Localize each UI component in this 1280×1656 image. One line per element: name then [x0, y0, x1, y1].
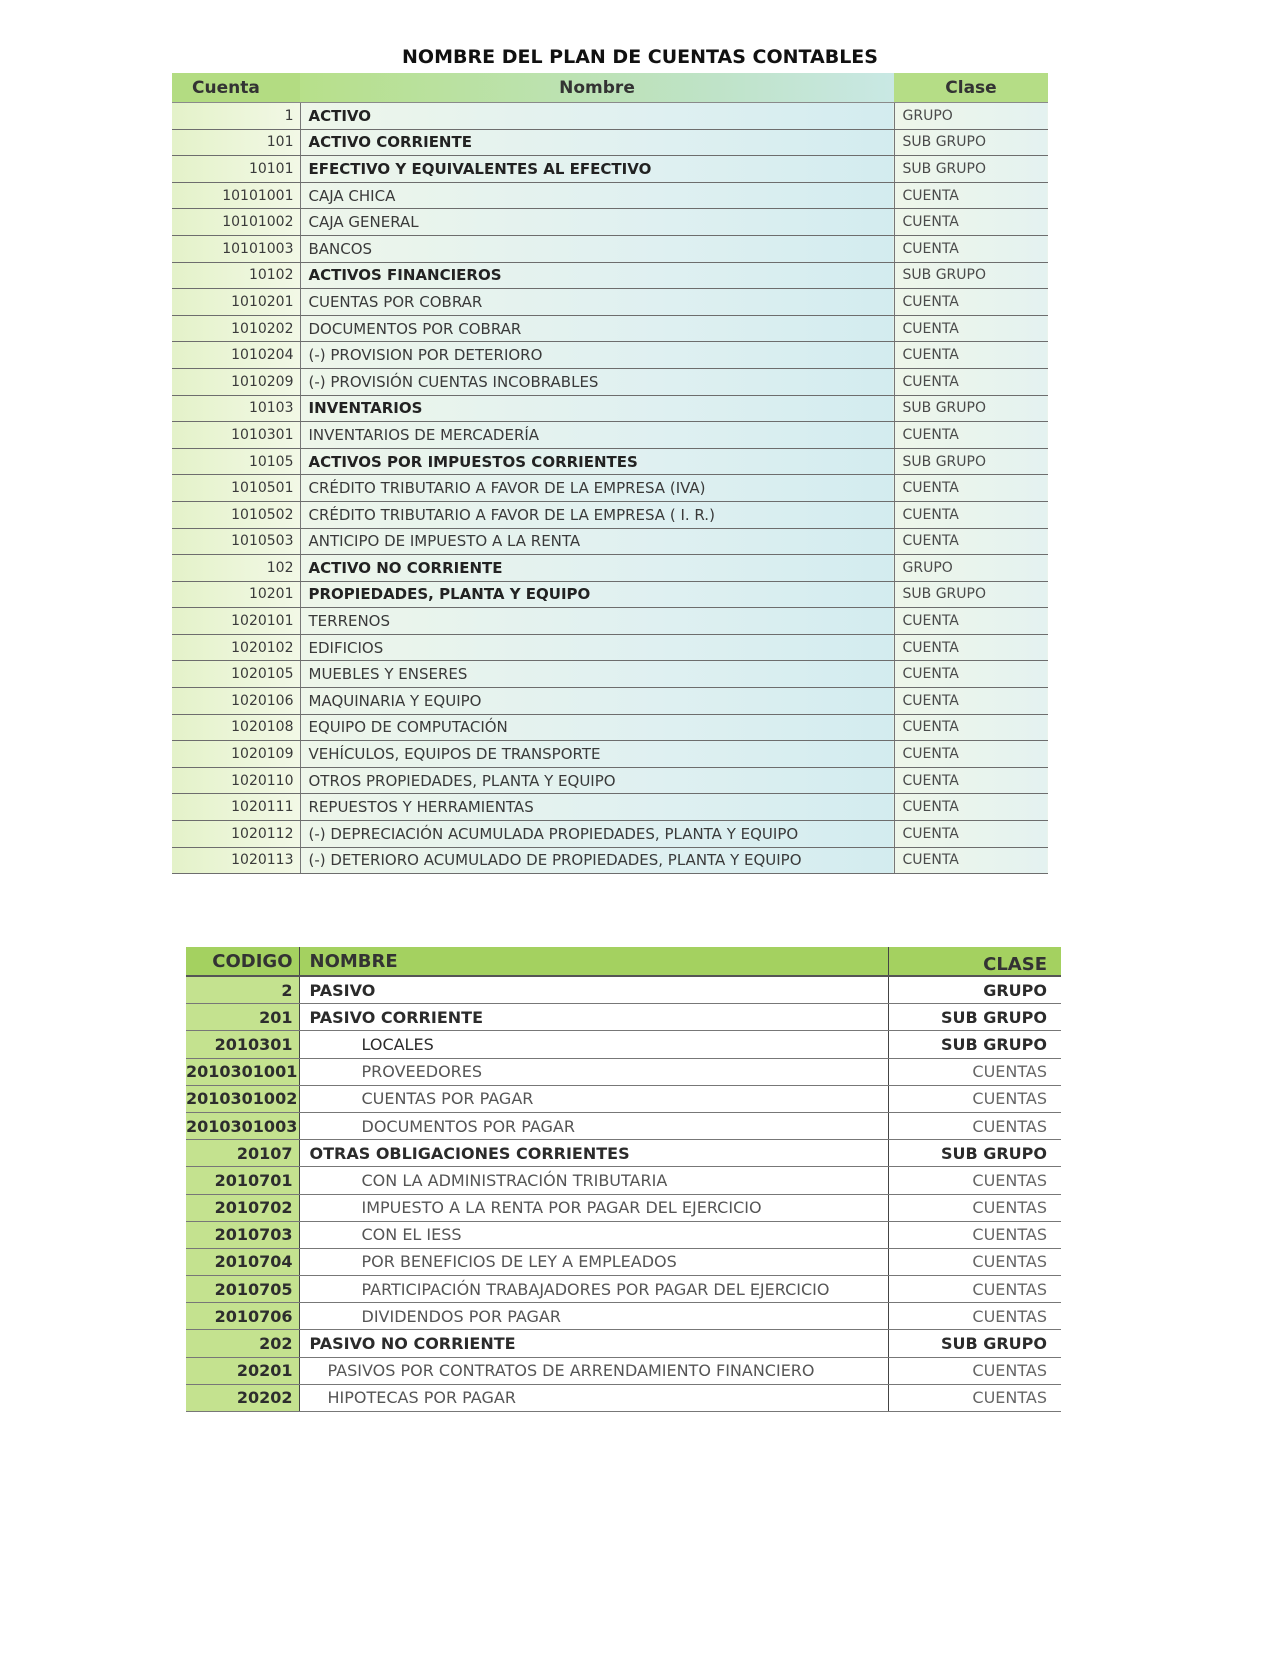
account-name: MUEBLES Y ENSERES — [300, 661, 894, 688]
account-code: 1010301 — [172, 422, 300, 449]
account-name: POR BENEFICIOS DE LEY A EMPLEADOS — [299, 1248, 888, 1275]
account-class: CUENTAS — [888, 1276, 1061, 1303]
account-class: CUENTA — [894, 422, 1048, 449]
account-class: SUB GRUPO — [888, 1004, 1061, 1031]
column-header-name: NOMBRE — [299, 947, 888, 976]
account-name: CUENTAS POR PAGAR — [299, 1085, 888, 1112]
account-code: 10101003 — [172, 235, 300, 262]
account-class: CUENTAS — [888, 1112, 1061, 1139]
account-class: SUB GRUPO — [894, 395, 1048, 422]
account-class: GRUPO — [894, 103, 1048, 130]
account-code: 1010502 — [172, 501, 300, 528]
account-code: 10201 — [172, 581, 300, 608]
table-row — [186, 976, 1061, 1004]
table-row — [172, 528, 1048, 555]
table-row — [172, 422, 1048, 449]
account-code: 2010706 — [186, 1303, 299, 1330]
column-header-code: Cuenta — [172, 73, 300, 103]
table-row — [172, 741, 1048, 768]
account-class: CUENTA — [894, 235, 1048, 262]
table-row — [172, 342, 1048, 369]
account-class: SUB GRUPO — [894, 262, 1048, 289]
table-row — [186, 1221, 1061, 1248]
account-name: OTRAS OBLIGACIONES CORRIENTES — [299, 1140, 888, 1167]
account-name: (-) PROVISION POR DETERIORO — [300, 342, 894, 369]
account-code: 101 — [172, 129, 300, 156]
account-class: SUB GRUPO — [894, 581, 1048, 608]
account-class: CUENTA — [894, 634, 1048, 661]
account-name: MAQUINARIA Y EQUIPO — [300, 688, 894, 715]
account-class: CUENTAS — [888, 1194, 1061, 1221]
table-row — [172, 608, 1048, 635]
table-row — [172, 289, 1048, 316]
account-name: EQUIPO DE COMPUTACIÓN — [300, 714, 894, 741]
table-row — [186, 1330, 1061, 1357]
table-row — [186, 1194, 1061, 1221]
account-class: SUB GRUPO — [894, 129, 1048, 156]
account-name: HIPOTECAS POR PAGAR — [299, 1384, 888, 1411]
account-code: 10101001 — [172, 182, 300, 209]
account-code: 102 — [172, 555, 300, 582]
account-class: CUENTA — [894, 528, 1048, 555]
account-class: CUENTA — [894, 501, 1048, 528]
account-name: PASIVO NO CORRIENTE — [299, 1330, 888, 1357]
table-row — [186, 1303, 1061, 1330]
account-code: 1010201 — [172, 289, 300, 316]
table-row — [172, 156, 1048, 183]
table-row — [172, 103, 1048, 130]
account-code: 1020105 — [172, 661, 300, 688]
account-code: 202 — [186, 1330, 299, 1357]
account-code: 2 — [186, 976, 299, 1004]
column-header-code: CODIGO — [186, 947, 299, 976]
account-class: CUENTAS — [888, 1357, 1061, 1384]
account-code: 10103 — [172, 395, 300, 422]
account-class: SUB GRUPO — [888, 1140, 1061, 1167]
account-code: 1010501 — [172, 475, 300, 502]
account-class: CUENTAS — [888, 1167, 1061, 1194]
table-row — [172, 634, 1048, 661]
table-row — [172, 688, 1048, 715]
account-name: CRÉDITO TRIBUTARIO A FAVOR DE LA EMPRESA (IVA) — [300, 475, 894, 502]
account-code: 2010701 — [186, 1167, 299, 1194]
table-row — [186, 1384, 1061, 1411]
account-class: CUENTA — [894, 794, 1048, 821]
account-class: GRUPO — [888, 976, 1061, 1004]
account-name: LOCALES — [299, 1031, 888, 1058]
account-code: 2010301003 — [186, 1112, 299, 1139]
account-name: ACTIVOS POR IMPUESTOS CORRIENTES — [300, 448, 894, 475]
table-row — [172, 767, 1048, 794]
account-class: CUENTA — [894, 182, 1048, 209]
account-name: CRÉDITO TRIBUTARIO A FAVOR DE LA EMPRESA ( I. R.) — [300, 501, 894, 528]
account-class: CUENTA — [894, 714, 1048, 741]
account-code: 1 — [172, 103, 300, 130]
table-row — [186, 1058, 1061, 1085]
account-code: 1020109 — [172, 741, 300, 768]
account-name: INVENTARIOS DE MERCADERÍA — [300, 422, 894, 449]
account-code: 1020102 — [172, 634, 300, 661]
account-code: 1010209 — [172, 368, 300, 395]
account-code: 201 — [186, 1004, 299, 1031]
table-row — [186, 1357, 1061, 1384]
account-name: (-) DEPRECIACIÓN ACUMULADA PROPIEDADES, PLANTA Y EQUIPO — [300, 821, 894, 848]
account-name: INVENTARIOS — [300, 395, 894, 422]
account-name: (-) PROVISIÓN CUENTAS INCOBRABLES — [300, 368, 894, 395]
table-row — [172, 262, 1048, 289]
account-name: VEHÍCULOS, EQUIPOS DE TRANSPORTE — [300, 741, 894, 768]
account-class: CUENTA — [894, 368, 1048, 395]
account-class: CUENTA — [894, 608, 1048, 635]
account-class: CUENTA — [894, 475, 1048, 502]
column-header-name: Nombre — [300, 73, 894, 103]
table-row — [172, 235, 1048, 262]
account-code: 1020108 — [172, 714, 300, 741]
account-code: 1010202 — [172, 315, 300, 342]
column-header-class: CLASE — [888, 947, 1061, 976]
table-row — [172, 368, 1048, 395]
account-class: CUENTAS — [888, 1384, 1061, 1411]
account-class: CUENTA — [894, 342, 1048, 369]
column-header-class: Clase — [894, 73, 1048, 103]
account-class: CUENTAS — [888, 1221, 1061, 1248]
table-row — [172, 475, 1048, 502]
account-class: GRUPO — [894, 555, 1048, 582]
page-title: NOMBRE DEL PLAN DE CUENTAS CONTABLES — [402, 46, 878, 68]
account-code: 1020112 — [172, 821, 300, 848]
account-name: OTROS PROPIEDADES, PLANTA Y EQUIPO — [300, 767, 894, 794]
account-name: PROPIEDADES, PLANTA Y EQUIPO — [300, 581, 894, 608]
table-row — [172, 661, 1048, 688]
account-code: 10105 — [172, 448, 300, 475]
table-row — [172, 395, 1048, 422]
table-row — [186, 1167, 1061, 1194]
account-code: 2010705 — [186, 1276, 299, 1303]
account-class: CUENTA — [894, 741, 1048, 768]
account-code: 10101002 — [172, 209, 300, 236]
table-row — [186, 1031, 1061, 1058]
account-name: PASIVO CORRIENTE — [299, 1004, 888, 1031]
account-name: TERRENOS — [300, 608, 894, 635]
account-name: (-) DETERIORO ACUMULADO DE PROPIEDADES, PLANTA Y EQUIPO — [300, 847, 894, 874]
account-class: SUB GRUPO — [888, 1031, 1061, 1058]
account-name: CON EL IESS — [299, 1221, 888, 1248]
account-class: CUENTA — [894, 847, 1048, 874]
account-name: PASIVOS POR CONTRATOS DE ARRENDAMIENTO FINANCIERO — [299, 1357, 888, 1384]
account-code: 2010301002 — [186, 1085, 299, 1112]
account-name: PASIVO — [299, 976, 888, 1004]
account-code: 1020110 — [172, 767, 300, 794]
table-row — [172, 209, 1048, 236]
account-code: 2010301001 — [186, 1058, 299, 1085]
account-name: ANTICIPO DE IMPUESTO A LA RENTA — [300, 528, 894, 555]
account-class: CUENTA — [894, 315, 1048, 342]
table-row — [172, 847, 1048, 874]
table-row — [186, 1004, 1061, 1031]
table-row — [172, 581, 1048, 608]
table-row — [186, 1112, 1061, 1139]
account-name: IMPUESTO A LA RENTA POR PAGAR DEL EJERCICIO — [299, 1194, 888, 1221]
account-name: PARTICIPACIÓN TRABAJADORES POR PAGAR DEL EJERCICIO — [299, 1276, 888, 1303]
account-code: 2010703 — [186, 1221, 299, 1248]
table-row — [186, 1248, 1061, 1275]
account-class: CUENTA — [894, 767, 1048, 794]
account-code: 1020106 — [172, 688, 300, 715]
account-class: CUENTAS — [888, 1085, 1061, 1112]
table-row — [172, 448, 1048, 475]
account-code: 1020111 — [172, 794, 300, 821]
account-name: CAJA GENERAL — [300, 209, 894, 236]
account-name: DOCUMENTOS POR PAGAR — [299, 1112, 888, 1139]
table-row — [172, 555, 1048, 582]
account-name: DIVIDENDOS POR PAGAR — [299, 1303, 888, 1330]
table-row — [172, 129, 1048, 156]
account-name: PROVEEDORES — [299, 1058, 888, 1085]
account-code: 1020101 — [172, 608, 300, 635]
account-code: 1010503 — [172, 528, 300, 555]
account-code: 1010204 — [172, 342, 300, 369]
account-class: SUB GRUPO — [888, 1330, 1061, 1357]
account-class: CUENTAS — [888, 1058, 1061, 1085]
table-row — [172, 794, 1048, 821]
account-code: 20107 — [186, 1140, 299, 1167]
activo-accounts-table — [172, 73, 1048, 874]
table-row — [172, 714, 1048, 741]
account-class: SUB GRUPO — [894, 156, 1048, 183]
table-row — [172, 315, 1048, 342]
table-row — [172, 182, 1048, 209]
account-name: ACTIVO CORRIENTE — [300, 129, 894, 156]
account-class: CUENTAS — [888, 1303, 1061, 1330]
account-name: ACTIVO NO CORRIENTE — [300, 555, 894, 582]
account-name: CUENTAS POR COBRAR — [300, 289, 894, 316]
account-class: CUENTAS — [888, 1248, 1061, 1275]
account-code: 20202 — [186, 1384, 299, 1411]
account-name: CAJA CHICA — [300, 182, 894, 209]
account-name: BANCOS — [300, 235, 894, 262]
account-code: 2010301 — [186, 1031, 299, 1058]
table-row — [186, 1276, 1061, 1303]
account-name: ACTIVO — [300, 103, 894, 130]
account-name: EFECTIVO Y EQUIVALENTES AL EFECTIVO — [300, 156, 894, 183]
account-class: CUENTA — [894, 209, 1048, 236]
account-name: CON LA ADMINISTRACIÓN TRIBUTARIA — [299, 1167, 888, 1194]
pasivo-accounts-table — [186, 947, 1061, 1412]
table-row — [186, 1085, 1061, 1112]
account-name: REPUESTOS Y HERRAMIENTAS — [300, 794, 894, 821]
account-class: SUB GRUPO — [894, 448, 1048, 475]
table-header-row — [186, 947, 1061, 976]
account-code: 20201 — [186, 1357, 299, 1384]
account-class: CUENTA — [894, 289, 1048, 316]
account-name: EDIFICIOS — [300, 634, 894, 661]
table-row — [172, 821, 1048, 848]
account-code: 2010702 — [186, 1194, 299, 1221]
account-class: CUENTA — [894, 661, 1048, 688]
account-name: DOCUMENTOS POR COBRAR — [300, 315, 894, 342]
account-code: 1020113 — [172, 847, 300, 874]
account-code: 10101 — [172, 156, 300, 183]
account-code: 10102 — [172, 262, 300, 289]
table-header-row — [172, 73, 1048, 103]
account-name: ACTIVOS FINANCIEROS — [300, 262, 894, 289]
table-row — [186, 1140, 1061, 1167]
table-row — [172, 501, 1048, 528]
account-class: CUENTA — [894, 688, 1048, 715]
account-code: 2010704 — [186, 1248, 299, 1275]
account-class: CUENTA — [894, 821, 1048, 848]
